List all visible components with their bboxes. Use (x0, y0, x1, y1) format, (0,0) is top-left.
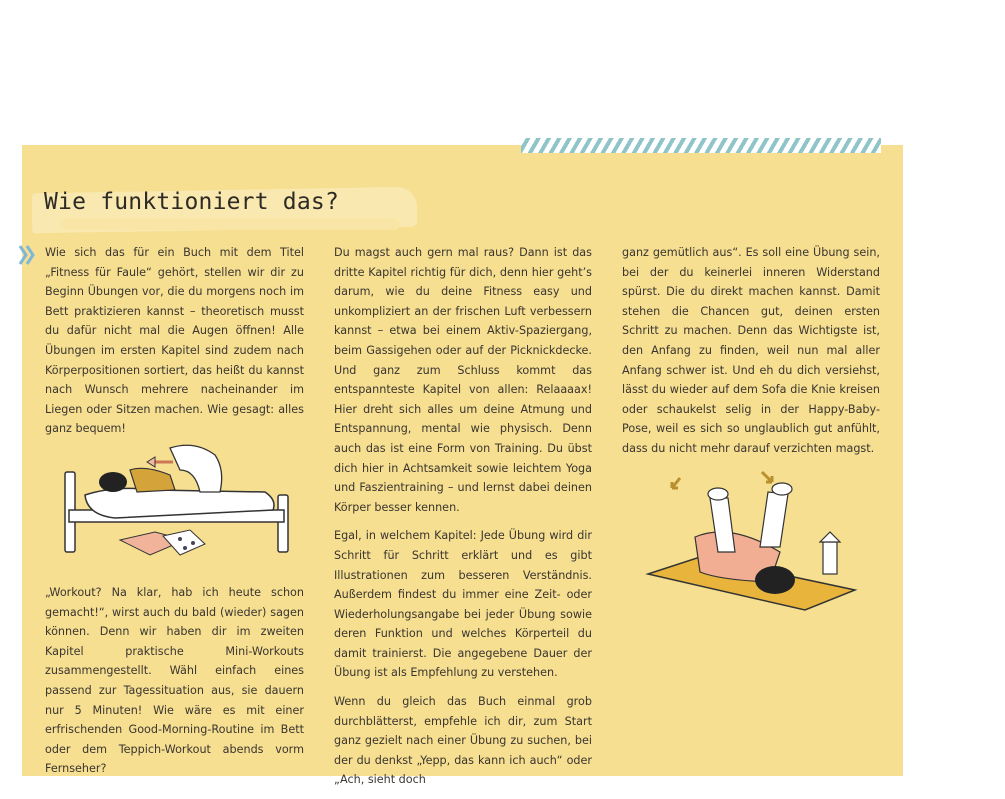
paragraph: Wenn du gleich das Buch einmal grob durchblätterst, empfehle ich dir, zum Start ganz gezielt nach einer Übung zu suchen, bei der du denkst „Yepp, das kann ich auch“ oder „Ach, sieht doch (334, 695, 592, 787)
column-2 (334, 243, 592, 799)
bed-illustration (55, 440, 300, 565)
column-3 (622, 243, 880, 468)
double-chevron-icon (18, 244, 40, 266)
column-1-lower (45, 583, 304, 788)
paragraph: Egal, in welchem Kapitel: Jede Übung wird dir Schritt für Schritt erklärt und es gibt Illustrationen zum besseren Verständnis. Außerdem findest du immer eine Zeit- oder Wiederholungsangabe bei jeder Übung sowie deren Funktion und welches Körperteil du damit trainierst. Die angegebene Dauer der Übung ist als Empfehlung zu verstehen. (334, 529, 592, 680)
paragraph: „Workout? Na klar, hab ich heute schon gemacht!“, wirst auch du bald (wieder) sagen können. Denn wir haben dir im zweiten Kapitel praktische Mini-Workouts zusammengestellt. Wähl einfach eines passend zur Tagessituation aus, sie dauern nur 5 Minuten! Wie wäre es mit einer erfrischenden Good-Morning-Routine im Bett oder dem Teppich-Workout abends vorm Fernseher? (45, 586, 304, 776)
heading-brush-stroke-lower (60, 218, 400, 230)
yoga-mat-illustration (640, 462, 865, 612)
column-1 (45, 243, 304, 448)
paragraph: Wie sich das für ein Buch mit dem Titel „Fitness für Faule“ gehört, stellen wir dir zu Beginn Übungen vor, die du morgens noch im Bett praktizieren kannst – theoretisch musst du dafür nicht mal die Augen öffnen! Alle Übungen im ersten Kapitel sind zudem nach Körperpositionen sortiert, das heißt du kannst nach Wunsch mehrere nacheinander im Liegen oder Sitzen machen. Wie gesagt: alles ganz bequem! (45, 246, 304, 436)
paragraph: Du magst auch gern mal raus? Dann ist das dritte Kapitel richtig für dich, denn hier geht’s darum, wie du deine Fitness easy und unkompliziert an der frischen Luft verbessern kannst – etwa bei einem Aktiv-Spaziergang, beim Gassigehen oder auf der Picknickdecke. Und ganz zum Schluss kommt das entspannteste Kapitel von allen: Relaaaax! Hier dreht sich alles um deine Atmung und Entspannung, mental wie physisch. Denn auch das ist eine Form von Training. Du übst dich hier in Achtsamkeit sowie leichtem Yoga und Faszientraining – und lernst dabei deinen Körper besser kennen. (334, 246, 592, 514)
page-heading: Wie funktioniert das? (44, 189, 339, 215)
paragraph: ganz gemütlich aus“. Es soll eine Übung sein, bei der du keinerlei inneren Widerstand spürst. Die du direkt machen kannst. Damit stehen die Chancen gut, deinen ersten Schritt zu machen. Denn das Wichtigste ist, den Anfang zu finden, weil nun mal aller Anfang schwer ist. Und eh du dich versiehst, lässt du wieder auf dem Sofa die Knie kreisen oder schaukelst selig in der Happy-Baby-Pose, weil es sich so unglaublich gut anfühlt, dass du nicht mehr darauf verzichten magst. (622, 246, 880, 455)
decorative-stripes (521, 138, 881, 153)
